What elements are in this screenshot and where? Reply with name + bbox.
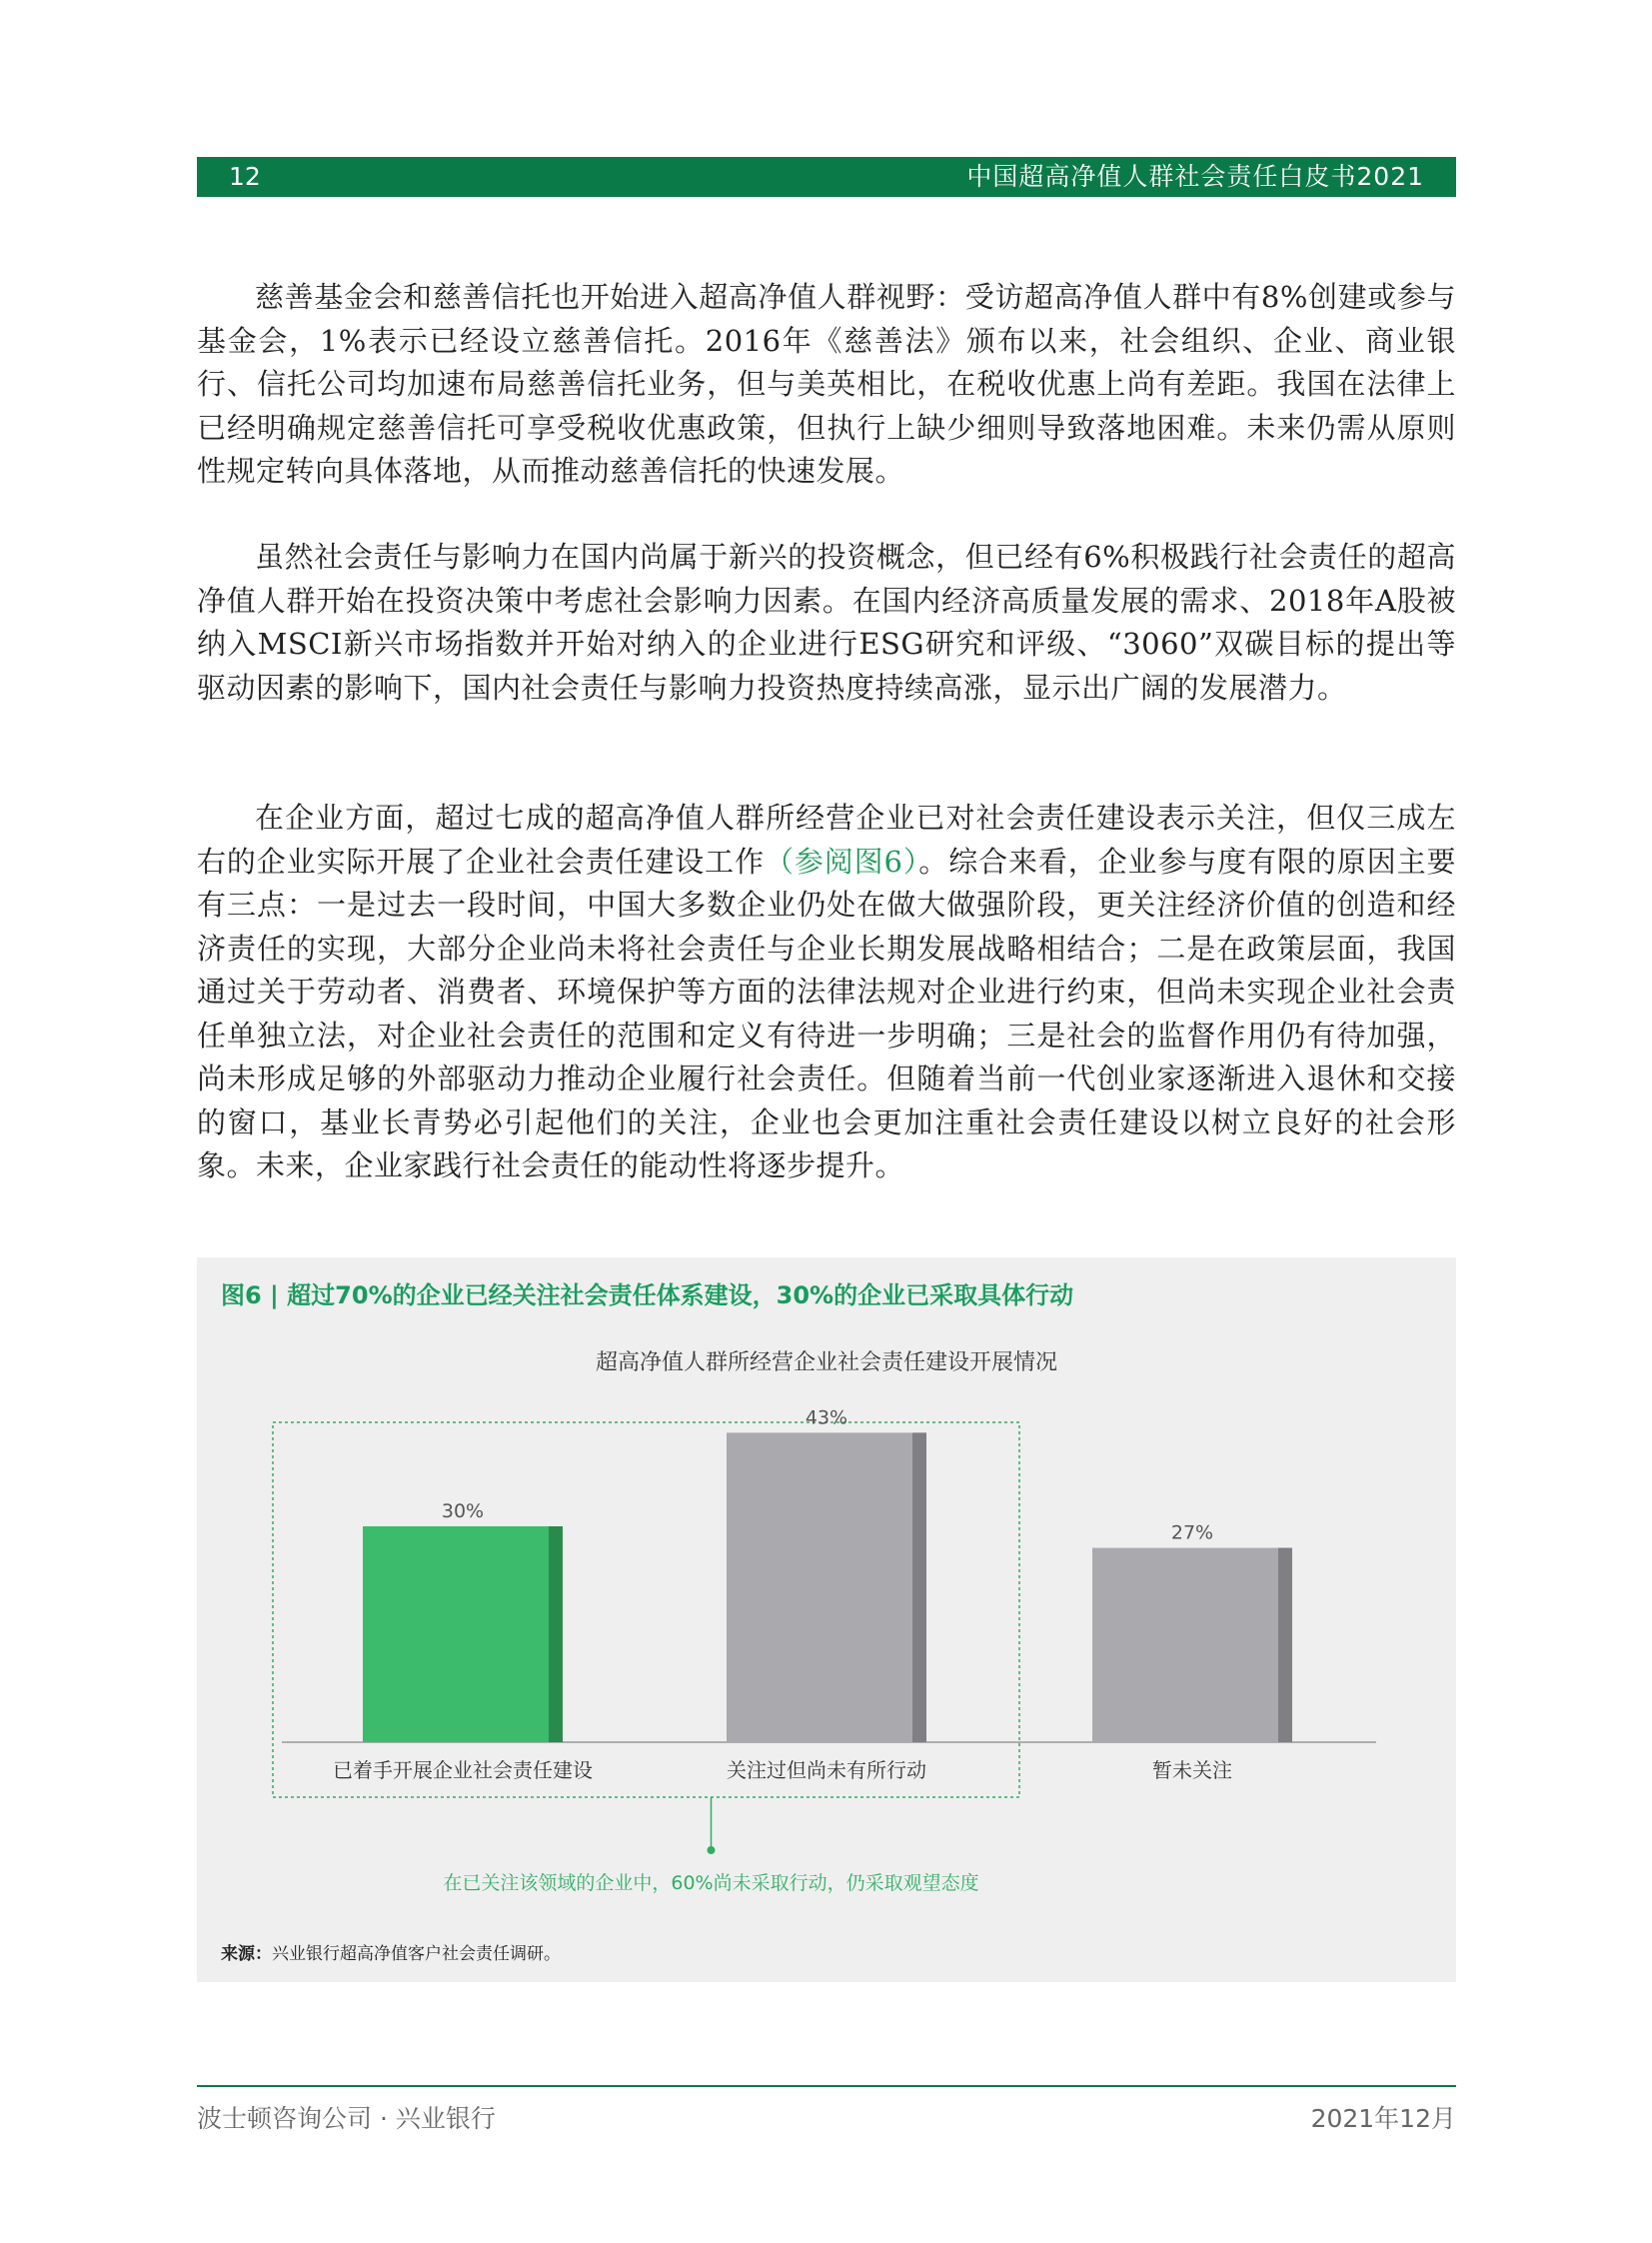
bar [727,1432,926,1742]
bar-shade [912,1432,926,1742]
bar-value-label: 27% [1170,1521,1214,1544]
footer-publishers: 波士顿咨询公司 · 兴业银行 [197,2104,496,2133]
paragraph-3-text-b: 。综合来看，企业参与度有限的原因主要有三点：一是过去一段时间，中国大多数企业仍处在做大做强阶段，更关注经济价值的创造和经济责任的实现，大部分企业尚未将社会责任与企业长期发展战略相结合；二是在政策层面，我国通过关于劳动者、消费者、环境保护等方面的法律法规对企业进行约束，但尚未实现企业社会责任单独立法，对企业社会责任的范围和定义有待进一步明确；三是社会的监督作用仍有待加强，尚未形成足够的外部驱动力推动企业履行社会责任。但随着当前一代创业家逐渐进入退休和交接的窗口，基业长青势必引起他们的关注，企业也会更加注重社会责任建设以树立良好的社会形象。未来，企业家践行社会责任的能动性将逐步提升。 [197,844,1456,1182]
bar-chart [197,1257,1456,1937]
figure-6 [197,1257,1456,1982]
bar-shade [1278,1548,1292,1742]
source-text: 兴业银行超高净值客户社会责任调研。 [272,1944,561,1964]
paragraph-1: 慈善基金会和慈善信托也开始进入超高净值人群视野：受访超高净值人群中有8%创建或参与基金会，1%表示已经设立慈善信托。2016年《慈善法》颁布以来，社会组织、企业、商业银行、信托公司均加速布局慈善信托业务，但与美英相比，在税收优惠上尚有差距。我国在法律上已经明确规定慈善信托可享受税收优惠政策，但执行上缺少细则导致落地困难。未来仍需从原则性规定转向具体落地，从而推动慈善信托的快速发展。 [197,280,1456,488]
category-label: 暂未关注 [1152,1758,1232,1782]
bar [363,1526,563,1742]
page-number: 12 [229,162,261,191]
paragraph-3-text-a: 在企业方面，超过七成的超高净值人群所经营企业已对社会责任建设表示关注，但仅三成左右的企业实际开展了企业社会责任建设工作 [197,801,1456,879]
category-label: 已着手开展企业社会责任建设 [333,1758,593,1782]
chart-title: 超高净值人群所经营企业社会责任建设开展情况 [595,1350,1057,1375]
chart-annotation: 在已关注该领域的企业中，60%尚未采取行动，仍采取观望态度 [443,1872,979,1894]
bar-value-label: 30% [441,1500,485,1522]
figure-caption: 图6 | 超过70%的企业已经关注社会责任体系建设，30%的企业已采取具体行动 [221,1281,1074,1309]
header-bar [197,157,1456,197]
document-title: 中国超高净值人群社会责任白皮书2021 [966,162,1424,191]
figure-source [221,1939,561,1964]
source-label: 来源： [221,1944,272,1964]
footer-date: 2021年12月 [1310,2104,1456,2133]
category-label: 关注过但尚未有所行动 [727,1758,926,1782]
footer-divider [197,2085,1456,2087]
bar [1092,1548,1292,1742]
bar-value-label: 43% [805,1406,848,1429]
figure-reference-link[interactable]: （参阅图6） [764,844,919,879]
paragraph-2: 虽然社会责任与影响力在国内尚属于新兴的投资概念，但已经有6%积极践行社会责任的超高净值人群开始在投资决策中考虑社会影响力因素。在国内经济高质量发展的需求、2018年A股被纳入MSCI新兴市场指数并开始对纳入的企业进行ESG研究和评级、“3060”双碳目标的提出等驱动因素的影响下，国内社会责任与影响力投资热度持续高涨，显示出广阔的发展潜力。 [197,540,1456,705]
annotation-dot [708,1846,716,1854]
paragraph-3 [197,797,1456,1188]
bar-shade [549,1526,563,1742]
